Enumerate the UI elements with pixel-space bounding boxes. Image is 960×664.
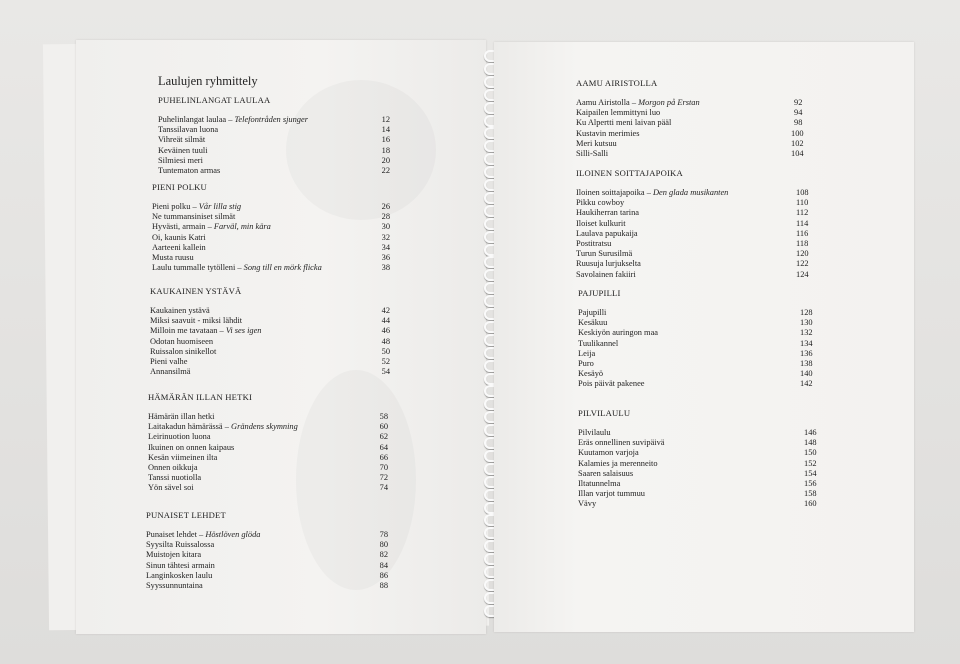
song-title: Turun Surusilmä — [576, 249, 633, 259]
song-page-number: 44 — [381, 316, 390, 326]
song-page-number: 66 — [379, 452, 388, 462]
song-title: Ruusuja lurjukselta — [576, 259, 641, 269]
song-page-number: 82 — [379, 550, 388, 560]
song-title: Ikuinen on onnen kaipaus — [148, 442, 235, 452]
list-item — [576, 139, 808, 149]
song-page-number: 112 — [796, 208, 809, 218]
list-item — [152, 233, 390, 243]
song-page-number: 84 — [379, 560, 388, 570]
song-page-number: 146 — [804, 428, 817, 437]
song-page-number: 158 — [804, 489, 817, 499]
list-item — [152, 263, 390, 273]
song-title: Ruissalon sinikellot — [150, 346, 217, 356]
song-page-number: 38 — [381, 263, 390, 273]
song-title: Meri kutsuu — [576, 138, 617, 148]
song-title: Aamu Airistolla – Morgon på Erstan — [576, 98, 700, 107]
song-title: Keväinen tuuli — [158, 145, 208, 155]
song-page-number: 22 — [381, 165, 390, 175]
song-title: Miksi saavuit - miksi lähdit — [150, 316, 243, 326]
song-page-number: 58 — [379, 412, 388, 421]
list-item — [158, 125, 390, 135]
song-title: Hämärän illan hetki — [148, 412, 215, 421]
song-page-number: 152 — [804, 458, 817, 468]
section-heading: AAMU AIRISTOLLA — [576, 78, 658, 88]
song-page-number: 48 — [381, 336, 390, 346]
list-item — [148, 432, 388, 442]
list-item — [578, 478, 817, 489]
song-title: Yön sävel soi — [148, 483, 194, 493]
song-title: Oi, kaunis Katri — [152, 232, 206, 242]
song-page-number: 32 — [381, 232, 390, 242]
list-item — [576, 270, 808, 280]
list-item — [150, 347, 390, 357]
left-page — [76, 40, 486, 634]
song-title: Vihreät silmät — [158, 135, 206, 145]
song-title: Silmiesi meri — [158, 155, 203, 165]
song-title: Tuntematon armas — [158, 165, 221, 175]
section-heading: HÄMÄRÄN ILLAN HETKI — [148, 392, 253, 402]
list-item — [578, 448, 817, 458]
song-list — [148, 412, 388, 494]
song-page-number: 120 — [796, 249, 809, 259]
song-title: Annansilmä — [150, 367, 191, 377]
song-title: Punaiset lehdet – Höstlöven glöda — [146, 530, 261, 539]
song-title: Kesäkuu — [578, 318, 608, 328]
song-title: Vävy — [578, 499, 597, 509]
song-title: Puhelinlangat laulaa – Telefontråden sjunger — [158, 115, 308, 124]
song-page-number: 86 — [379, 570, 388, 580]
list-item — [148, 453, 388, 463]
song-title: Iloiset kulkurit — [576, 218, 626, 228]
page-title: Laulujen ryhmittely — [158, 74, 258, 88]
song-page-number: 52 — [381, 356, 390, 366]
song-title: Hyvästi, armain – Farväl, min kära — [152, 222, 271, 232]
song-page-number: 62 — [379, 432, 388, 442]
song-title: Eräs onnellinen suvipäivä — [578, 438, 665, 448]
section-pilvilaulu — [578, 408, 817, 510]
section-pieni-polku — [152, 182, 390, 273]
song-title: Pajupilli — [578, 308, 607, 317]
song-title: Laitakadun hämärässä – Grändens skymning — [148, 422, 298, 432]
song-page-number: 132 — [800, 328, 813, 338]
song-page-number: 12 — [381, 115, 390, 124]
list-item — [158, 156, 390, 166]
song-title: Savolainen fakiiri — [576, 269, 636, 279]
song-title: Leija — [578, 348, 596, 358]
song-title: Kesän viimeinen ilta — [148, 452, 218, 462]
list-item — [578, 308, 813, 318]
song-page-number: 150 — [804, 448, 817, 458]
list-item — [578, 318, 813, 328]
list-item — [152, 202, 390, 212]
list-item — [150, 357, 390, 367]
list-item — [146, 540, 388, 550]
song-title: Kaukainen ystävä — [150, 306, 210, 315]
song-title: Sinun tähtesi armain — [146, 560, 215, 570]
song-title: Ne tummansiniset silmät — [152, 212, 236, 222]
list-item — [148, 443, 388, 453]
list-item — [146, 561, 388, 571]
song-page-number: 20 — [381, 155, 390, 165]
song-page-number: 14 — [381, 125, 390, 135]
song-title: Muistojen kitara — [146, 550, 202, 560]
section-heading: PIENI POLKU — [152, 182, 207, 192]
list-item — [150, 337, 390, 347]
song-page-number: 16 — [381, 135, 390, 145]
list-item — [146, 530, 388, 540]
song-page-number: 156 — [804, 478, 817, 488]
list-item — [576, 259, 808, 269]
song-page-number: 118 — [796, 238, 809, 248]
song-title: Kalamies ja merenneito — [578, 458, 658, 468]
song-title: Milloin me tavataan – Vi ses igen — [150, 326, 262, 336]
song-page-number: 134 — [800, 338, 813, 348]
song-title: Tanssilavan luona — [158, 125, 219, 135]
section-aamu-airistolla — [576, 78, 808, 159]
song-page-number: 28 — [381, 212, 390, 222]
song-page-number: 138 — [800, 358, 813, 368]
song-page-number: 100 — [791, 128, 804, 138]
list-item — [578, 468, 817, 479]
list-item — [578, 489, 817, 499]
song-title: Iltatunnelma — [578, 478, 621, 488]
list-item — [578, 428, 817, 438]
song-title: Odotan huomiseen — [150, 336, 214, 346]
right-page — [494, 42, 914, 632]
song-page-number: 160 — [804, 499, 817, 509]
section-heading: PUNAISET LEHDET — [146, 510, 226, 520]
song-page-number: 70 — [379, 462, 388, 472]
song-title: Pikku cowboy — [576, 198, 625, 208]
song-page-number: 26 — [381, 202, 390, 211]
list-item — [578, 328, 813, 338]
song-page-number: 104 — [791, 148, 804, 158]
song-title: Kustavin merimies — [576, 128, 640, 138]
song-page-number: 130 — [800, 318, 813, 328]
song-title: Laulu tummalle tytölleni – Song till en mörk flicka — [152, 263, 322, 273]
song-page-number: 102 — [791, 138, 804, 148]
song-page-number: 30 — [381, 222, 390, 232]
song-page-number: 140 — [800, 369, 813, 379]
song-title: Iloinen soittajapoika – Den glada musikanten — [576, 188, 729, 197]
song-title: Kesäyö — [578, 369, 604, 379]
list-item — [152, 222, 390, 232]
list-item — [576, 208, 808, 218]
list-item — [578, 379, 813, 389]
list-item — [148, 483, 388, 493]
song-title: Onnen oikkuja — [148, 462, 198, 472]
song-title: Pilvilaulu — [578, 428, 611, 437]
song-page-number: 88 — [379, 580, 388, 590]
song-page-number: 148 — [804, 438, 817, 448]
list-item — [578, 438, 817, 448]
song-title: Syyssunnuntaina — [146, 580, 203, 590]
list-item — [152, 243, 390, 253]
list-item — [148, 463, 388, 473]
list-item — [576, 118, 808, 128]
list-item — [578, 458, 817, 469]
song-title: Langinkosken laulu — [146, 570, 213, 580]
song-page-number: 92 — [794, 98, 803, 107]
song-page-number: 80 — [379, 540, 388, 550]
list-item — [576, 249, 808, 259]
list-item — [158, 146, 390, 156]
list-item — [150, 306, 390, 316]
song-list — [576, 188, 808, 280]
song-page-number: 98 — [794, 118, 803, 128]
song-title: Kuutamon varjoja — [578, 448, 639, 458]
song-title: Silli-Salli — [576, 148, 609, 158]
song-title: Ku Alpertti meni laivan pääl — [576, 118, 672, 128]
song-list — [158, 115, 390, 176]
song-list — [146, 530, 388, 591]
song-title: Haukiherran tarina — [576, 208, 640, 218]
song-page-number: 128 — [800, 308, 813, 317]
song-title: Leirinuotion luona — [148, 432, 211, 442]
list-item — [576, 129, 808, 139]
song-page-number: 18 — [381, 145, 390, 155]
song-page-number: 94 — [794, 108, 803, 118]
list-item — [576, 198, 808, 208]
list-item — [578, 499, 817, 509]
song-list — [150, 306, 390, 377]
song-list — [578, 428, 817, 510]
song-page-number: 78 — [379, 530, 388, 539]
song-title: Tuulikannel — [578, 338, 619, 348]
song-page-number: 142 — [800, 379, 813, 389]
song-page-number: 136 — [800, 348, 813, 358]
song-title: Pieni polku – Vår lilla stig — [152, 202, 242, 211]
section-punaiset-lehdet — [146, 510, 388, 591]
section-heading: PAJUPILLI — [578, 288, 621, 298]
song-title: Puro — [578, 358, 594, 368]
song-list — [576, 98, 808, 159]
list-item — [146, 581, 388, 591]
list-item — [152, 253, 390, 263]
list-item — [576, 229, 808, 239]
list-item — [148, 412, 388, 422]
section-heading: ILOINEN SOITTAJAPOIKA — [576, 168, 683, 178]
song-title: Tanssi nuotiolla — [148, 473, 202, 483]
song-page-number: 36 — [381, 252, 390, 262]
list-item — [578, 338, 813, 349]
list-item — [152, 212, 390, 222]
section-heading: PILVILAULU — [578, 408, 631, 418]
song-page-number: 110 — [796, 198, 809, 208]
list-item — [146, 550, 388, 560]
song-title: Saaren salaisuus — [578, 468, 634, 478]
list-item — [158, 166, 390, 176]
song-title: Pois päivät pakenee — [578, 379, 645, 389]
song-page-number: 116 — [796, 228, 809, 238]
song-page-number: 34 — [381, 242, 390, 252]
list-item — [578, 369, 813, 379]
song-title: Pieni valhe — [150, 356, 188, 366]
section-hamaran-illan-hetki — [148, 392, 388, 494]
song-title: Keskiyön auringon maa — [578, 328, 659, 338]
section-heading: KAUKAINEN YSTÄVÄ — [150, 286, 242, 296]
list-item — [158, 115, 390, 125]
list-item — [150, 316, 390, 326]
list-item — [578, 358, 813, 369]
song-page-number: 42 — [381, 306, 390, 315]
song-page-number: 154 — [804, 468, 817, 478]
song-list — [578, 308, 813, 390]
song-page-number: 124 — [796, 269, 809, 279]
song-title: Postitratsu — [576, 238, 612, 248]
list-item — [576, 219, 808, 229]
list-item — [576, 188, 808, 198]
list-item — [158, 135, 390, 145]
song-list — [152, 202, 390, 273]
song-page-number: 60 — [379, 422, 388, 432]
list-item — [150, 326, 390, 336]
song-page-number: 50 — [381, 346, 390, 356]
list-item — [148, 473, 388, 483]
song-title: Kaipailen lemmittyni luo — [576, 108, 661, 118]
list-item — [150, 367, 390, 377]
list-item — [576, 149, 808, 159]
section-heading: PUHELINLANGAT LAULAA — [158, 95, 271, 105]
song-page-number: 46 — [381, 326, 390, 336]
song-title: Aarteeni kallein — [152, 242, 206, 252]
song-title: Laulava papukaija — [576, 228, 638, 238]
song-page-number: 122 — [796, 259, 809, 269]
list-item — [576, 108, 808, 118]
song-page-number: 54 — [381, 367, 390, 377]
song-page-number: 72 — [379, 473, 388, 483]
list-item — [148, 422, 388, 432]
section-iloinen-soittajapoika — [576, 168, 808, 280]
song-title: Musta ruusu — [152, 252, 194, 262]
list-item — [576, 239, 808, 249]
section-pajupilli — [578, 288, 813, 390]
song-page-number: 64 — [379, 442, 388, 452]
list-item — [576, 98, 808, 108]
song-title: Illan varjot tummuu — [578, 489, 645, 499]
song-page-number: 114 — [796, 218, 809, 228]
section-kaukainen-ystava — [150, 286, 390, 377]
list-item — [146, 571, 388, 581]
song-page-number: 74 — [379, 483, 388, 493]
section-puhelinlangat — [158, 95, 390, 176]
song-page-number: 108 — [796, 188, 809, 197]
list-item — [578, 348, 813, 359]
song-title: Syysilta Ruissalossa — [146, 540, 215, 550]
